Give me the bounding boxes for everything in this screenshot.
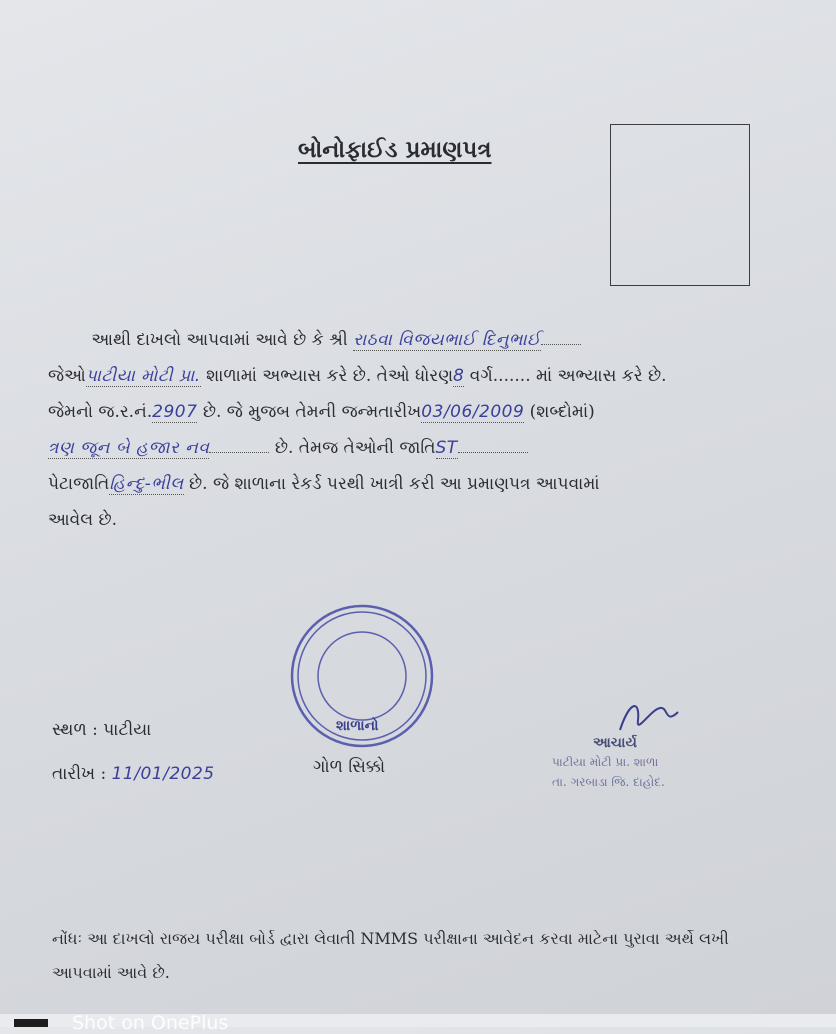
body-line-6 — [48, 502, 778, 538]
body-line-2 — [48, 358, 778, 394]
line4-mid: છે. તેમજ તેઓની જાતિ — [274, 438, 436, 458]
school-stamp-line1: પાટીયા મોટી પ્રા. શાળા — [552, 755, 659, 769]
line3-suffix: (શબ્દોમાં) — [529, 402, 595, 422]
school-stamp-line2: તા. ગરબાડા જિ. દાહોદ. — [552, 775, 665, 789]
date-line — [52, 764, 215, 784]
line2-prefix: જેઓ — [48, 366, 86, 386]
line2-suffix: વર્ગ....... માં અભ્યાસ કરે છે. — [469, 366, 667, 386]
line6: આવેલ છે. — [48, 510, 118, 530]
seal-center-text: શાળાનો — [336, 718, 379, 734]
note: નોંધઃ આ દાખલો રાજય પરીક્ષા બોર્ડ દ્વારા લેવાતી NMMS પરીક્ષાના આવેદન કરવા માટેના પુરાવા અર્થે લખી આપવામાં આવે છે. — [52, 929, 729, 982]
date-value: 11/01/2025 — [111, 764, 215, 784]
camera-brand-icon — [14, 1019, 48, 1027]
body-line-3 — [48, 394, 778, 430]
body-line-5 — [48, 466, 778, 502]
birth-date: 03/06/2009 — [421, 402, 525, 422]
birth-date-words: ત્રણ જૂન બે હજાર નવ — [48, 438, 210, 458]
place-label: સ્થળ : પાટીયા — [52, 720, 152, 740]
school-stamp — [552, 752, 665, 792]
certificate-title: બોનોફાઈડ પ્રમાણપત્ર — [298, 136, 492, 163]
principal-label: આચાર્ય — [593, 735, 637, 751]
date-label: તારીખ : — [52, 764, 112, 784]
sub-caste: હિન્દુ-ભીલ — [109, 474, 184, 494]
stamp-label: ગોળ સિક્કો — [313, 757, 386, 777]
line1-prefix: આથી દાખલો આપવામાં આવે છે કે શ્રી — [91, 330, 348, 350]
school-name: પાટીયા મોટી પ્રા. — [85, 366, 201, 386]
registration-number: 2907 — [152, 402, 198, 422]
body-line-1 — [48, 322, 778, 358]
line5-suffix: છે. જે શાળાના રેકર્ડ પરથી ખાત્રી કરી આ પ્રમાણપત્ર આપવામાં — [189, 474, 600, 494]
student-name: રાઠવા વિજયભાઈ દિનુભાઈ — [353, 330, 541, 350]
camera-watermark: Shot on OnePlus — [72, 1012, 229, 1034]
line5-prefix: પેટાજાતિ — [48, 474, 110, 494]
body-line-4 — [48, 430, 778, 466]
caste: ST — [435, 438, 458, 458]
line3-mid: છે. જે મુજબ તેમની જન્મતારીખ — [202, 402, 422, 422]
photo-box — [610, 124, 750, 286]
round-seal-icon — [288, 602, 436, 750]
line3-prefix: જેમનો જ.ર.નં. — [48, 402, 153, 422]
certificate-body — [48, 322, 778, 538]
standard: 8 — [453, 366, 465, 386]
line2-mid: શાળામાં અભ્યાસ કરે છે. તેઓ ધોરણ — [206, 366, 454, 386]
